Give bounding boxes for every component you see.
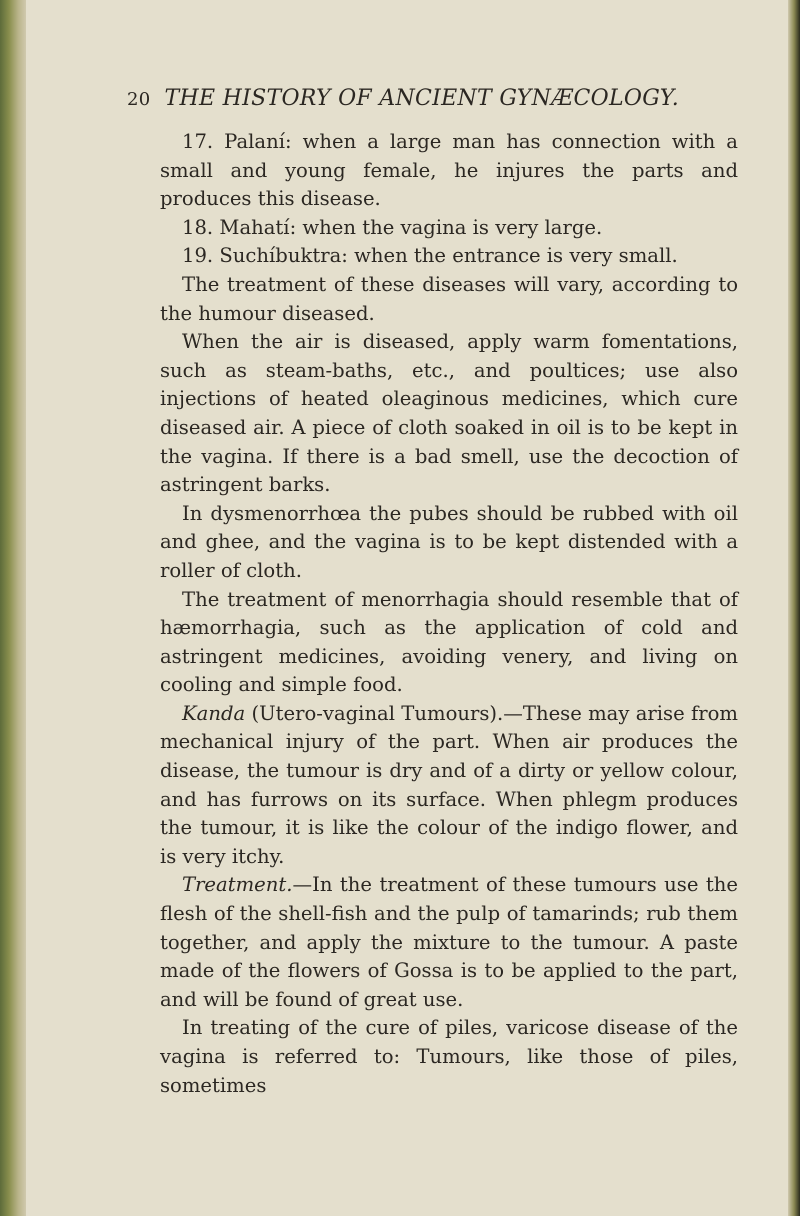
paragraph-text: When the air is diseased, apply warm fomentations, such as steam-baths, etc., and poultices; use also injections of heated oleaginous medicines, which cure diseased air. A piece of cloth soaked in oil is to be kept in the vagina. If there is a bad smell, use the decoction of astringent barks. <box>160 330 738 497</box>
paragraph-text: 18. Mahatí: when the vagina is very large. <box>182 215 603 239</box>
running-header <box>127 86 679 111</box>
paragraph <box>160 242 738 271</box>
paragraph-text: —In the treatment of these tumours use the flesh of the shell-fish and the pulp of tamarinds; rub them together, and apply the mixture to the tumour. A paste made of the flowers of Gossa is to be applied to the part, and will be found of great use. <box>160 873 738 1011</box>
paragraph <box>160 328 738 500</box>
paragraph <box>160 1014 738 1100</box>
paragraph-text: 19. Suchíbuktra: when the entrance is very small. <box>182 244 678 268</box>
paragraph <box>160 128 738 214</box>
paragraph-text: The treatment of these diseases will vary, according to the humour diseased. <box>160 272 738 325</box>
page-number: 20 <box>127 89 151 110</box>
page-body <box>160 128 738 1100</box>
paragraph-text: (Utero-vaginal Tumours).—These may arise from mechanical injury of the part. When air produces the disease, the tumour is dry and of a dirty or yellow colour, and has furrows on its surface. When phlegm produces the tumour, it is like the colour of the indigo flower, and is very itchy. <box>160 701 738 868</box>
paragraph-text: 17. Palaní: when a large man has connection with a small and young female, he injures the parts and produces this disease. <box>160 130 738 211</box>
book-fore-edge-right <box>788 0 800 1216</box>
running-title: THE HISTORY OF ANCIENT GYNÆCOLOGY. <box>164 86 679 111</box>
paragraph-text: The treatment of menorrhagia should resemble that of hæmorrhagia, such as the application of cold and astringent medicines, avoiding venery, and living on cooling and simple food. <box>160 587 738 697</box>
paragraph-text: In dysmenorrhœa the pubes should be rubbed with oil and ghee, and the vagina is to be kept distended with a roller of cloth. <box>160 501 738 582</box>
paragraph-text: In treating of the cure of piles, varicose disease of the vagina is referred to: Tumours, like those of piles, sometimes <box>160 1016 738 1097</box>
book-binding-left-edge <box>0 0 26 1216</box>
paragraph <box>160 214 738 243</box>
paragraph-lead: Treatment. <box>182 873 293 897</box>
paragraph-kanda <box>160 700 738 872</box>
paragraph <box>160 586 738 700</box>
paragraph <box>160 271 738 328</box>
paragraph <box>160 500 738 586</box>
paragraph-treatment <box>160 871 738 1014</box>
paragraph-lead: Kanda <box>182 701 246 725</box>
